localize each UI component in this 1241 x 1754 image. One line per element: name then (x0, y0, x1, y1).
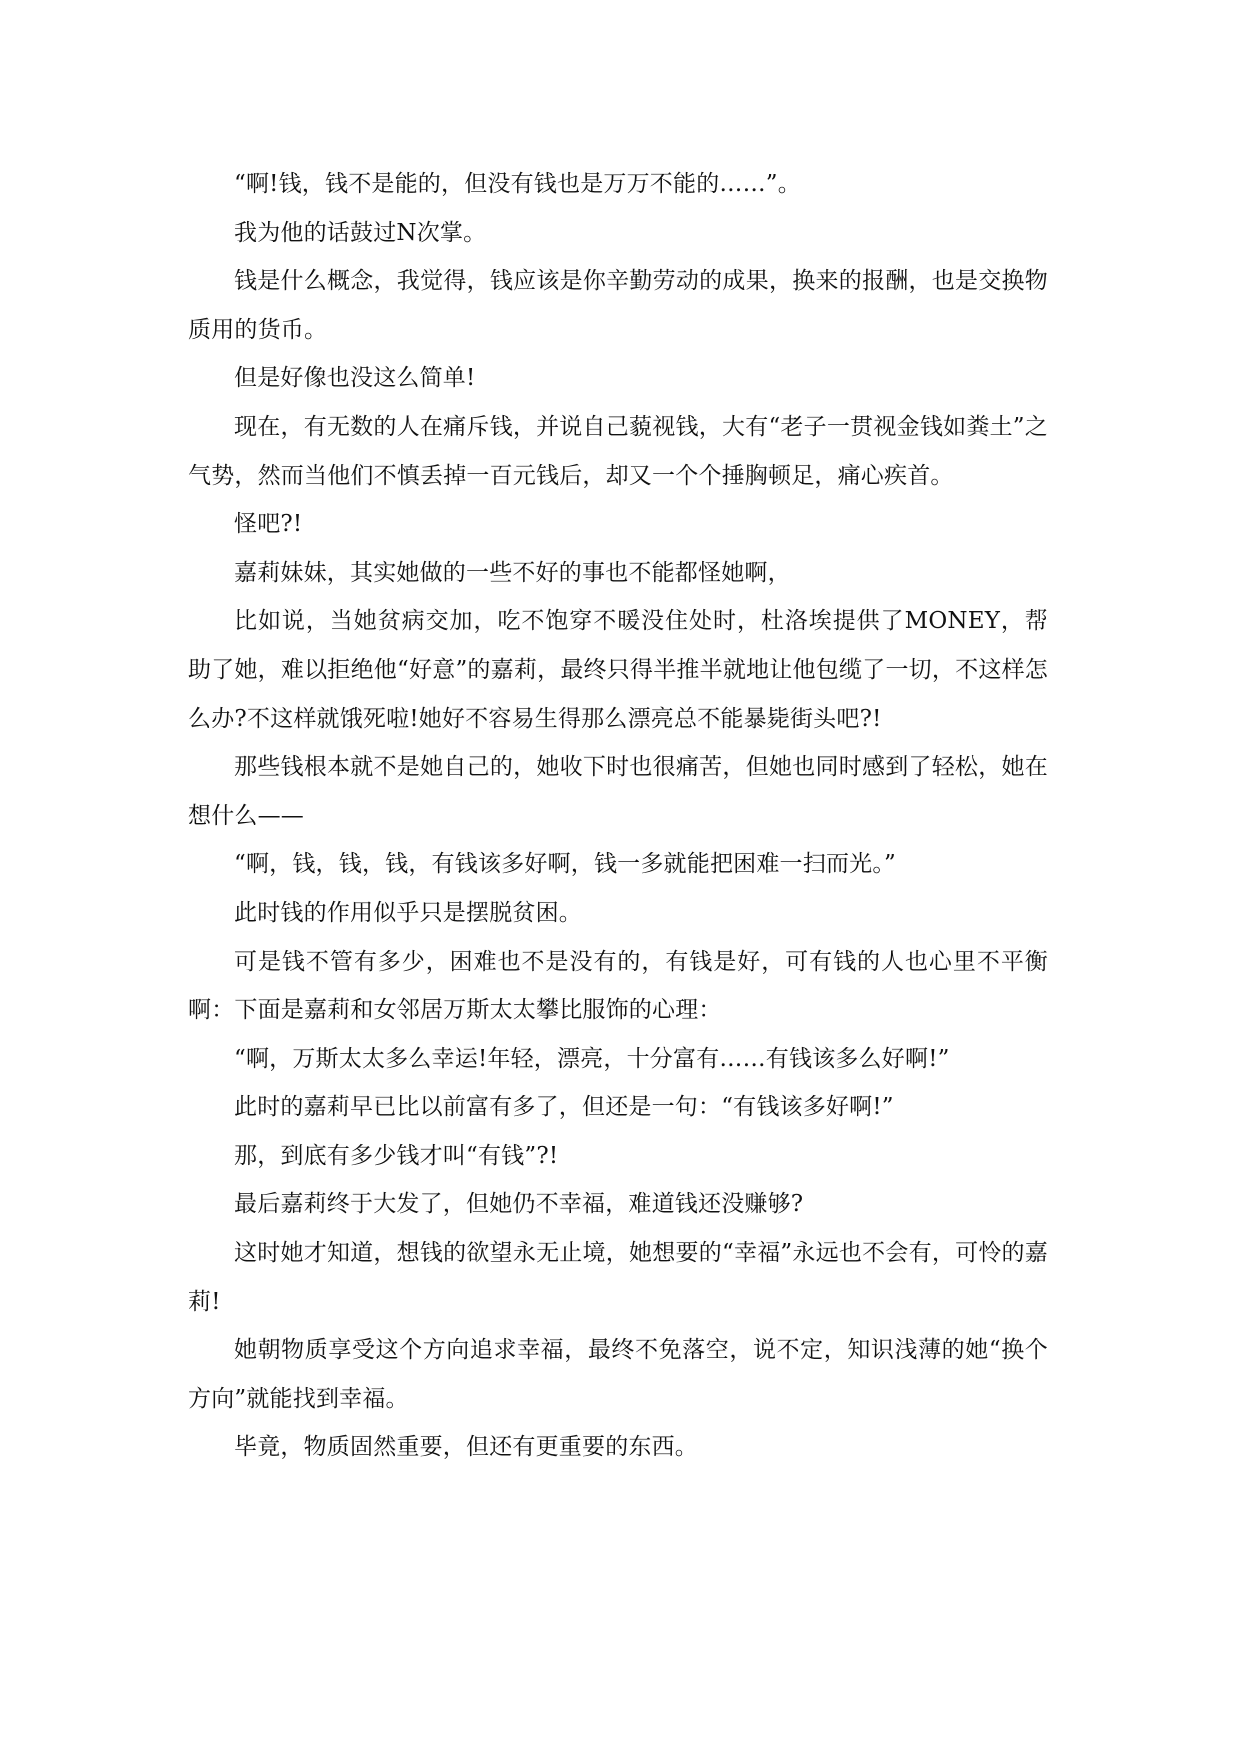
paragraph-10: “啊，钱，钱，钱，有钱该多好啊，钱一多就能把困难一扫而光。” (234, 851, 897, 878)
paragraph-6: 怪吧?! (234, 511, 303, 538)
paragraph-11: 此时钱的作用似乎只是摆脱贫困。 (234, 899, 582, 926)
paragraph-7: 嘉莉妹妹，其实她做的一些不好的事也不能都怪她啊， (234, 559, 791, 586)
paragraph-3: 钱是什么概念，我觉得，钱应该是你辛勤劳动的成果，换来的报酬，也是交换物质用的货币。 (188, 268, 1048, 343)
paragraph-12: 可是钱不管有多少，困难也不是没有的，有钱是好，可有钱的人也心里不平衡啊：下面是嘉莉和女邻居万斯太太攀比服饰的心理： (188, 948, 1048, 1024)
paragraph-19: 毕竟，物质固然重要，但还有更重要的东西。 (234, 1434, 698, 1461)
paragraph-14: 此时的嘉莉早已比以前富有多了，但还是一句：“有钱该多好啊!” (234, 1094, 894, 1121)
paragraph-16: 最后嘉莉终于大发了，但她仍不幸福，难道钱还没赚够? (234, 1191, 804, 1218)
paragraph-8: 比如说，当她贫病交加，吃不饱穿不暖没住处时，杜洛埃提供了MONEY，帮助了她，难以拒绝他“好意”的嘉莉，最终只得半推半就地让他包缆了一切，不这样怎么办?不这样就饿死啦!她好不容易生得那么漂亮总不能暴毙街头吧?! (188, 608, 1048, 732)
paragraph-2: 我为他的话鼓过N次掌。 (234, 219, 487, 246)
paragraph-4: 但是好像也没这么简单! (234, 365, 476, 392)
paragraph-13: “啊，万斯太太多么幸运!年轻，漂亮，十分富有……有钱该多么好啊!” (234, 1045, 950, 1072)
paragraph-17: 这时她才知道，想钱的欲望永无止境，她想要的“幸福”永远也不会有，可怜的嘉莉! (188, 1240, 1048, 1315)
paragraph-1: “啊!钱，钱不是能的，但没有钱也是万万不能的……”。 (234, 171, 801, 197)
paragraph-9: 那些钱根本就不是她自己的，她收下时也很痛苦，但她也同时感到了轻松，她在想什么—— (188, 754, 1048, 829)
paragraph-18: 她朝物质享受这个方向追求幸福，最终不免落空，说不定，知识浅薄的她“换个方向”就能找到幸福。 (188, 1337, 1048, 1412)
document-body (188, 160, 1048, 1472)
paragraph-15: 那，到底有多少钱才叫“有钱”?! (234, 1142, 559, 1169)
paragraph-5: 现在，有无数的人在痛斥钱，并说自己藐视钱，大有“老子一贯视金钱如粪土”之气势，然而当他们不慎丢掉一百元钱后，却又一个个捶胸顿足，痛心疾首。 (188, 413, 1048, 489)
